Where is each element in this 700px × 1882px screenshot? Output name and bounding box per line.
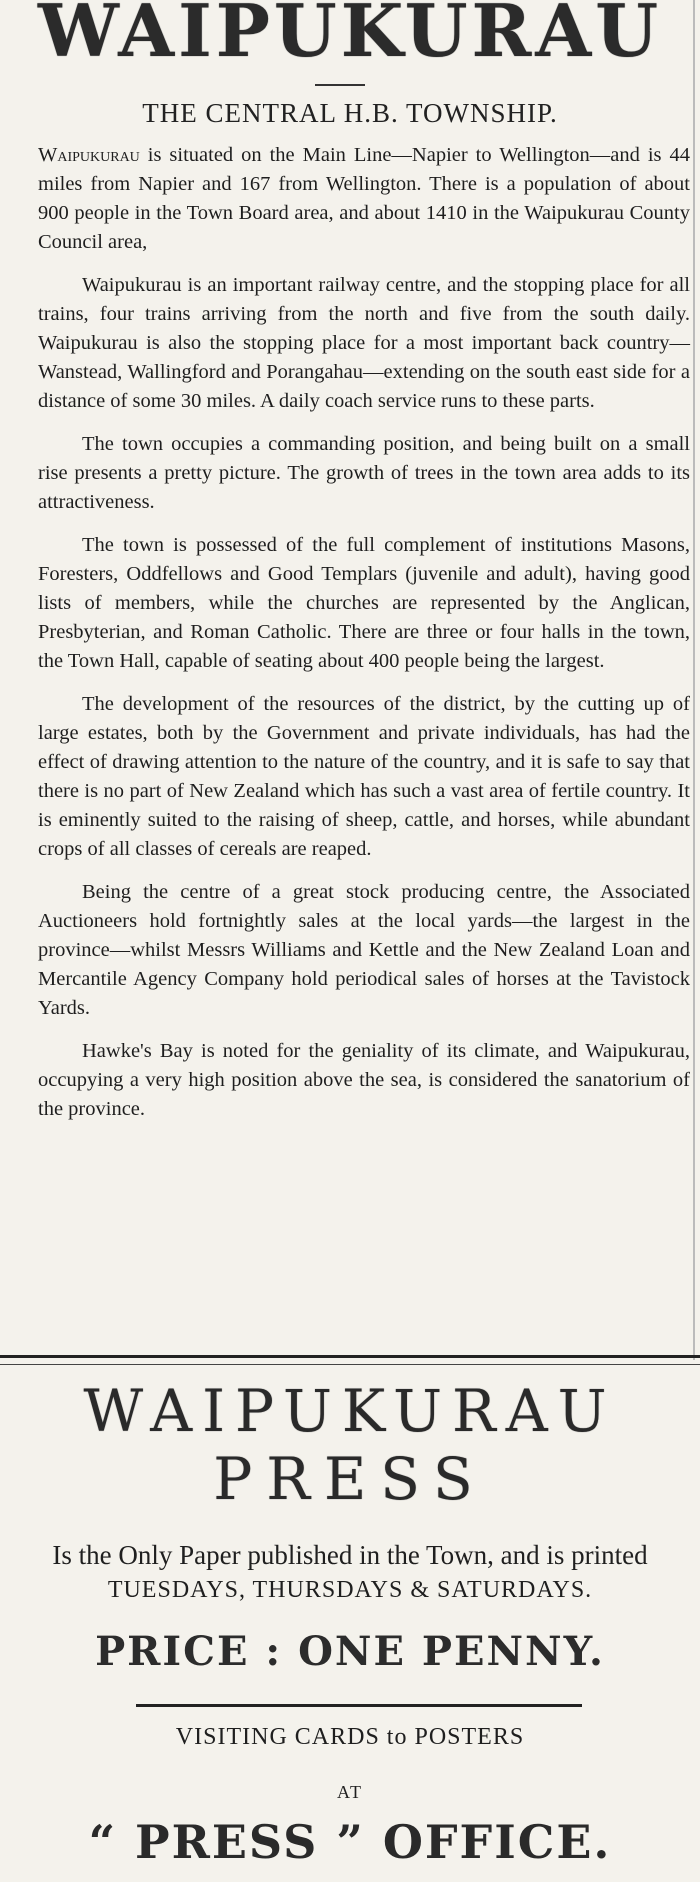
advert-rule bbox=[136, 1704, 582, 1707]
title-rule bbox=[315, 84, 365, 86]
paragraph-1-text: is situated on the Main Line—Napier to Wellington—and is 44 miles from Napier and 167 from Wellington. There is a population of about 900 people in the Town Board area, and about 1410 in the Waipukurau County Council area, bbox=[38, 144, 690, 253]
advert-title-line-1: WAIPUKURAU bbox=[83, 1377, 617, 1445]
section-divider bbox=[0, 1355, 700, 1365]
advert-price: PRICE : ONE PENNY. bbox=[95, 1628, 605, 1675]
masthead-title: WAIPUKURAU bbox=[37, 0, 662, 73]
paragraph-6: Being the centre of a great stock producing centre, the Associated Auctioneers hold fortnightly sales at the local yards—the largest in the province—whilst Messrs Williams and Kettle and the New Zealand Loan and Mercantile Agency Company hold periodical sales of horses at the Tavistock Yards. bbox=[38, 881, 690, 1019]
column-edge-line bbox=[693, 0, 695, 1360]
article-body bbox=[38, 141, 690, 1124]
paragraph-3: The town occupies a commanding position, and being built on a small rise presents a pretty picture. The growth of trees in the town area adds to its attractiveness. bbox=[38, 433, 690, 513]
advert-line-press-office: “ PRESS ” OFFICE. bbox=[88, 1815, 612, 1869]
advert-line-only-paper: Is the Only Paper published in the Town, and is printed bbox=[52, 1540, 648, 1570]
advert-line-print-days: TUESDAYS, THURSDAYS & SATURDAYS. bbox=[107, 1577, 593, 1603]
advert-title-line-2: PRESS bbox=[213, 1445, 487, 1513]
paragraph-1-lead: Waipukurau bbox=[38, 144, 140, 166]
paragraph-7: Hawke's Bay is noted for the geniality of its climate, and Waipukurau, occupying a very high position above the sea, is considered the sanatorium of the province. bbox=[38, 1040, 690, 1120]
advert-line-visiting-cards: VISITING CARDS to POSTERS bbox=[175, 1724, 525, 1750]
paragraph-5: The development of the resources of the district, by the cutting up of large estates, both by the Government and private individuals, has had the effect of drawing attention to the nature of the country, and it is safe to say that there is no part of New Zealand which has such a vast area of fertile country. It is eminently suited to the raising of sheep, cattle, and horses, while abundant crops of all classes of cereals are reaped. bbox=[38, 693, 690, 860]
article-subtitle: THE CENTRAL H.B. TOWNSHIP. bbox=[142, 98, 558, 128]
advert-line-at: AT bbox=[337, 1782, 363, 1802]
paragraph-1 bbox=[38, 141, 690, 257]
paragraph-2: Waipukurau is an important railway centre, and the stopping place for all trains, four trains arriving from the north and five from the south daily. Waipukurau is also the stopping place for a most important back country—Wanstead, Wallingford and Porangahau—extending on the south east side for a distance of some 30 miles. A daily coach service runs to these parts. bbox=[38, 274, 690, 412]
paragraph-4: The town is possessed of the full complement of institutions Masons, Foresters, Oddfellows and Good Templars (juvenile and adult), having good lists of members, while the churches are represented by the Anglican, Presbyterian, and Roman Catholic. There are three or four halls in the town, the Town Hall, capable of seating about 400 people being the largest. bbox=[38, 534, 690, 672]
